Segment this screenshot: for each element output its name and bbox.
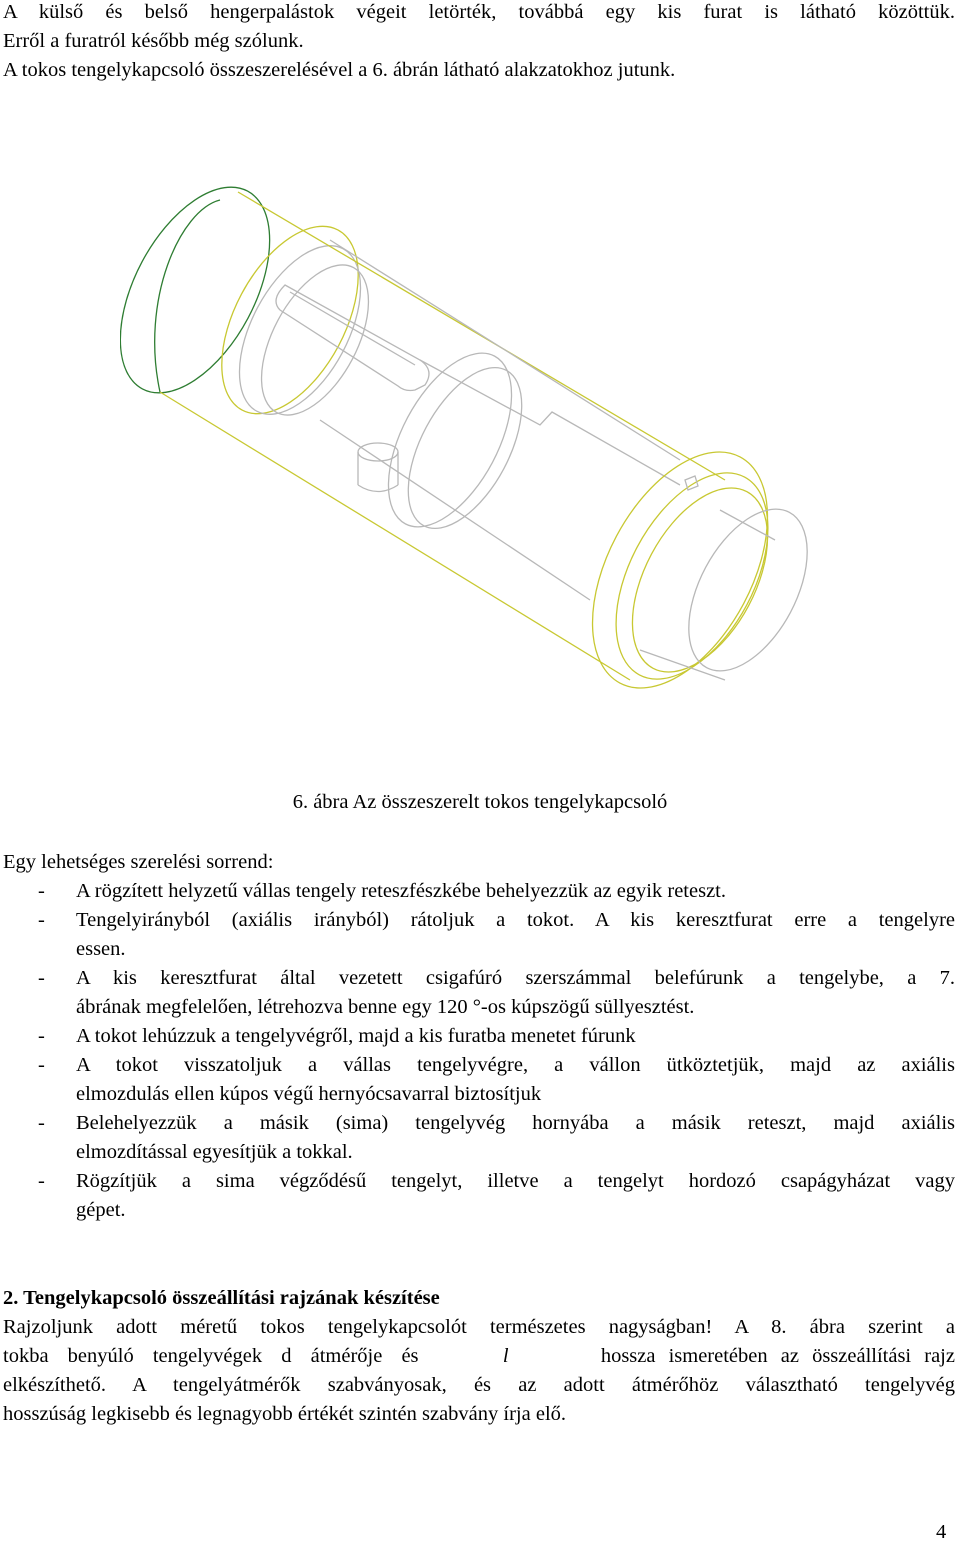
variable-l: l — [502, 1345, 509, 1367]
page-number: 4 — [936, 1521, 947, 1543]
coupling-wireframe-figure — [120, 180, 820, 690]
section-line-2 — [3, 1344, 955, 1368]
list-item: Rögzítjük a sima végződésű tengelyt, illetve a tengelyt hordozó csapágyházat vagy — [76, 1170, 955, 1192]
intro-line-3: A tokos tengelykapcsoló összeszerelésével a 6. ábrán látható alakzatokhoz jutunk. — [3, 59, 676, 81]
section-line-3: elkészíthető. A tengelyátmérők szabványosak, és az adott átmérőhöz választható tengelyvég — [3, 1374, 955, 1396]
left-inner-ring — [194, 204, 387, 436]
section-heading: 2. Tengelykapcsoló összeállítási rajzának készítése — [3, 1287, 440, 1309]
list-item: A rögzített helyzetű vállas tengely reteszfészkébe behelyezzük az egyik reteszt. — [76, 880, 726, 902]
intro-line-1: A külső és belső hengerpalástok végeit letörték, továbbá egy kis furat is látható közöttük. — [3, 1, 955, 23]
list-dash: - — [38, 1025, 45, 1047]
list-dash: - — [38, 1170, 45, 1192]
list-item: A tokot visszatoljuk a vállas tengelyvégre, a vállon ütköztetjük, majd az axiális — [76, 1054, 955, 1076]
section-line-2-part-b: hossza ismeretében az összeállítási rajz — [600, 1345, 955, 1367]
list-item-continued: elmozdulás ellen kúpos végű hernyócsavarral biztosítjuk — [76, 1083, 542, 1105]
right-shaft-end — [664, 490, 820, 690]
list-item: A kis keresztfurat által vezetett csigafúró szerszámmal belefúrunk a tengelybe, a 7. — [76, 967, 955, 989]
right-end-inner — [585, 448, 800, 690]
left-end-face — [120, 180, 301, 417]
section-line-1: Rajzoljunk adott méretű tokos tengelykapcsolót természetes nagyságban! A 8. ábra szerint a — [3, 1316, 955, 1338]
assembly-heading: Egy lehetséges szerelési sorrend: — [3, 851, 274, 873]
list-item-continued: elmozdítással egyesítjük a tokkal. — [76, 1141, 353, 1163]
middle-bore-2 — [385, 350, 545, 547]
middle-bore-1 — [363, 334, 537, 547]
list-item: A tokot lehúzzuk a tengelyvégről, majd a kis furatba menetet fúrunk — [76, 1025, 636, 1047]
sleeve-bottom-edge — [160, 392, 630, 680]
intro-line-2: Erről a furatról később még szólunk. — [3, 30, 304, 52]
list-item-continued: gépet. — [76, 1199, 126, 1221]
list-dash: - — [38, 880, 45, 902]
left-bore — [214, 226, 385, 434]
list-item: Belehelyezzük a másik (sima) tengelyvég hornyába a másik reteszt, majd axiális — [76, 1112, 955, 1134]
list-dash: - — [38, 1054, 45, 1076]
section-line-2-part-a: tokba benyúló tengelyvégek d átmérője és — [3, 1345, 419, 1367]
list-item-continued: ábrának megfelelően, létrehozva benne egy 120 °-os kúpszögű süllyesztést. — [76, 996, 695, 1018]
list-dash: - — [38, 909, 45, 931]
list-dash: - — [38, 967, 45, 989]
keyway-slot — [276, 285, 429, 391]
list-item-continued: essen. — [76, 938, 126, 960]
list-item: Tengelyirányból (axiális irányból) rátoljuk a tokot. A kis keresztfurat erre a tengelyre — [76, 909, 955, 931]
sleeve-top-edge — [238, 192, 725, 480]
figure-caption: 6. ábra Az összeszerelt tokos tengelykapcsoló — [292, 791, 668, 813]
section-line-4: hosszúság legkisebb és legnagyobb értékét szintén szabvány írja elő. — [3, 1403, 567, 1425]
list-dash: - — [38, 1112, 45, 1134]
